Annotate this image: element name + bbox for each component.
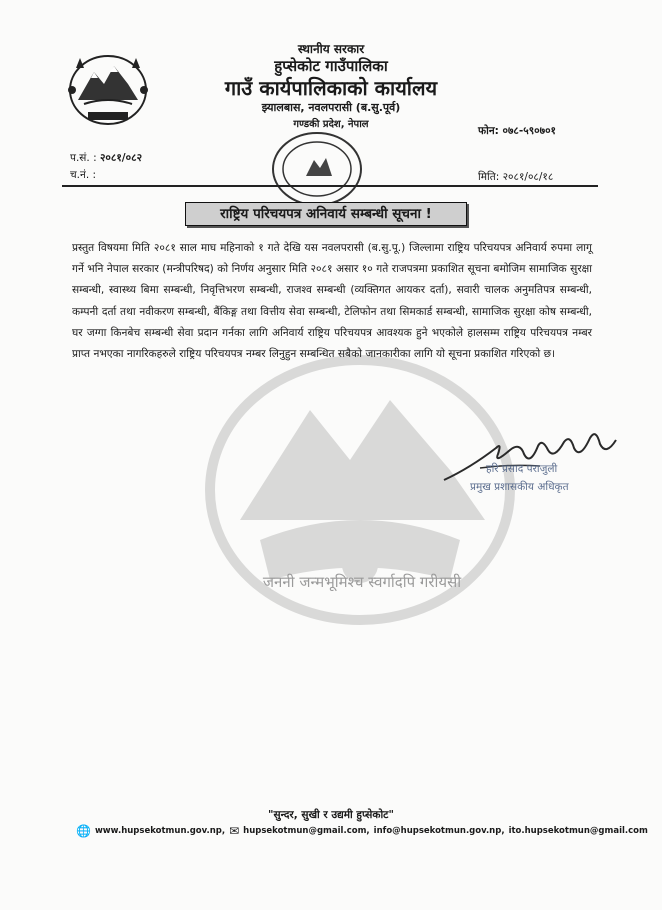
watermark-emblem-icon — [200, 350, 520, 640]
ps-label: प.सं. : — [70, 152, 97, 164]
globe-icon: 🌐 — [76, 824, 91, 838]
watermark-motto: जननी जन्मभूमिश्च स्वर्गादपि गरीयसी — [262, 573, 462, 591]
chn-label: च.नं. : — [70, 169, 97, 181]
footer-contacts — [76, 824, 648, 838]
footer-email-2[interactable]: info@hupsekotmun.gov.np, — [373, 826, 505, 836]
reference-block — [70, 150, 142, 184]
header-municipality-name: हुप्सेकोट गाउँपालिका — [274, 57, 388, 75]
header-province: गण्डकी प्रदेश, नेपाल — [293, 119, 369, 130]
notice-title: राष्ट्रिय परिचयपत्र अनिवार्य सम्बन्धी सूचना ! — [185, 202, 467, 226]
footer-motto: "सुन्दर, सुखी र उद्यमी हुप्सेकोट" — [268, 809, 394, 821]
header-address: झ्यालबास, नवलपरासी (ब.सु.पूर्व) — [261, 101, 401, 114]
signatory-title: प्रमुख प्रशासकीय अधिकृत — [470, 481, 569, 493]
office-stamp-icon — [268, 128, 366, 210]
letter-date: मिति: २०८१/०८/१८ — [478, 171, 554, 183]
header-divider — [62, 185, 598, 187]
footer-email-3[interactable]: ito.hupsekotmun@gmail.com — [508, 826, 648, 836]
header-office-name: गाउँ कार्यपालिकाको कार्यालय — [224, 76, 438, 100]
phone-number: फोन: ०७८-५९०७०१ — [478, 125, 556, 137]
footer-email-1[interactable]: hupsekotmun@gmail.com, — [243, 826, 370, 836]
mail-icon: ✉ — [229, 824, 240, 838]
signatory-name: हरि प्रसाद पराजुली — [486, 463, 558, 475]
footer-website[interactable]: www.hupsekotmun.gov.np, — [94, 826, 226, 836]
notice-body: प्रस्तुत विषयमा मिति २०८१ साल माघ महिनाको १ गते देखि यस नवलपरासी (ब.सु.पू.) जिल्लामा राष्ट्रिय परिचयपत्र अनिवार्य रुपमा लागू गर्ने भनि नेपाल सरकार (मन्त्रीपरिषद) को निर्णय अनुसार मिति २०८१ असार १० गते राजपत्रमा प्रकाशित सूचना बमोजिम सामाजिक सुरक्षा सम्बन्धी, स्वास्थ्य बिमा सम्बन्धी, निवृत्तिभरण सम्बन्धी, राजश्व सम्बन्धी (व्यक्तिगत आयकर दर्ता), सवारी चालक अनुमतिपत्र सम्बन्धी, कम्पनी दर्ता तथा नवीकरण सम्बन्धी, बैंकिङ्ग तथा वित्तीय सेवा सम्बन्धी, टेलिफोन तथा सिमकार्ड सम्बन्धी, सामाजिक सुरक्षा कोष सम्बन्धी, घर जग्गा किनबेच सम्बन्धी सेवा प्रदान गर्नका लागि अनिवार्य राष्ट्रिय परिचयपत्र आवश्यक हुने भएकोले हालसम्म राष्ट्रिय परिचयपत्र नम्बर प्राप्त नभएका नागरिकहरुले राष्ट्रिय परिचयपत्र नम्बर लिनुहुन सम्बन्धित सबैको जानकारीका लागि यो सूचना प्रकाशित गरिएको छ। — [72, 242, 592, 361]
header-local-government: स्थानीय सरकार — [297, 42, 365, 56]
ps-value: २०८१/०८२ — [99, 152, 143, 164]
